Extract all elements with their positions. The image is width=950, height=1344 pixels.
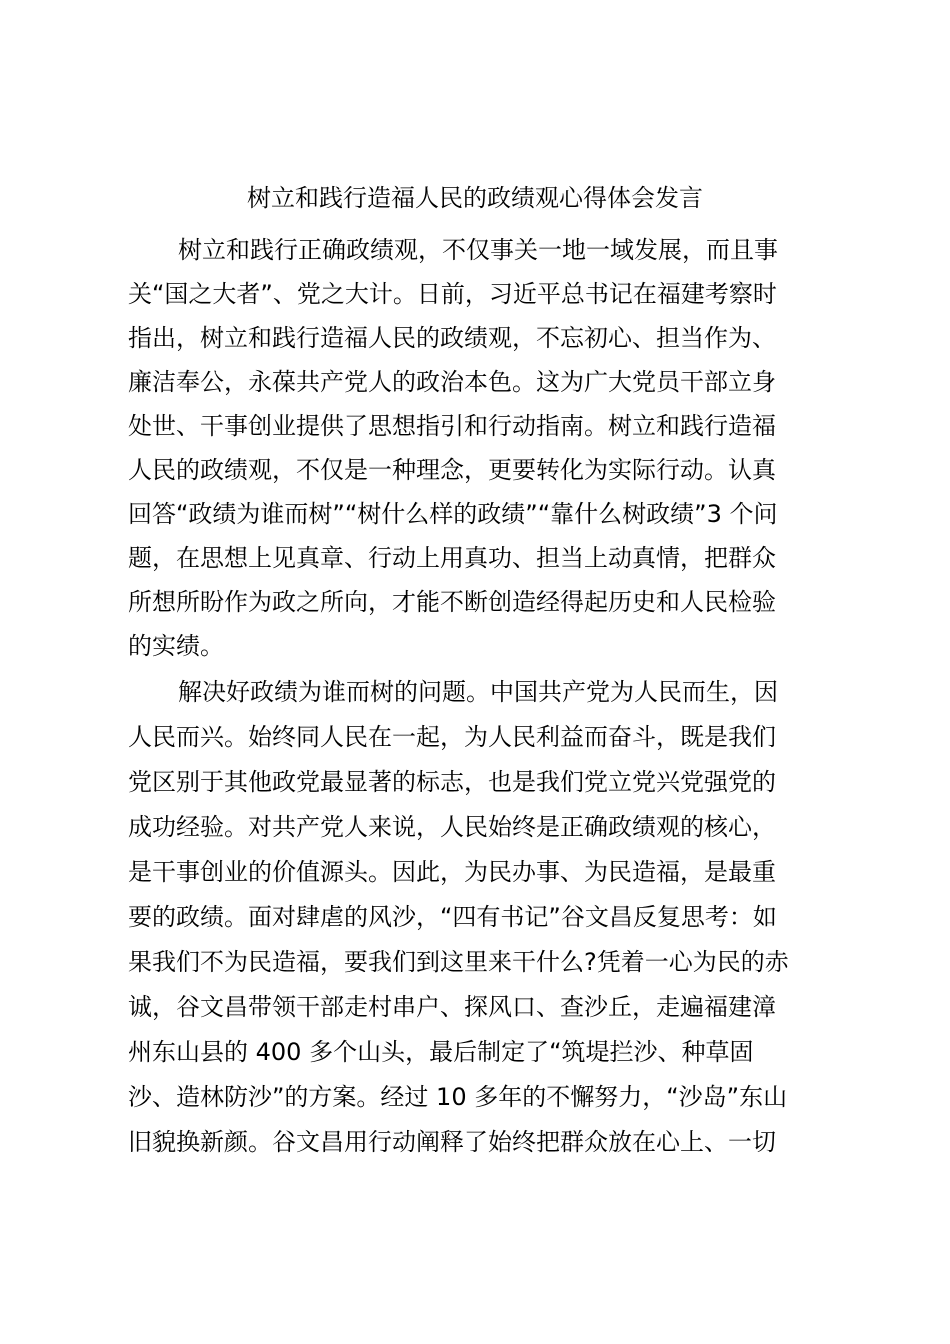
paragraph-line: 指出，树立和践行造福人民的政绩观，不忘初心、担当作为、 bbox=[128, 324, 776, 352]
paragraph-line: 回答“政绩为谁而树”“树什么样的政绩”“靠什么树政绩”3 个问 bbox=[128, 500, 778, 528]
paragraph-line: 廉洁奉公，永葆共产党人的政治本色。这为广大党员干部立身 bbox=[128, 368, 776, 396]
paragraph-line: 成功经验。对共产党人来说，人民始终是正确政绩观的核心， bbox=[128, 813, 776, 841]
paragraph-line: 是干事创业的价值源头。因此，为民办事、为民造福，是最重 bbox=[128, 858, 776, 886]
paragraph-line: 果我们不为民造福，要我们到这里来干什么?凭着一心为民的赤 bbox=[128, 948, 789, 976]
paragraph-line: 诚，谷文昌带领干部走村串户、探风口、查沙丘，走遍福建漳 bbox=[128, 993, 776, 1021]
paragraph-line: 的实绩。 bbox=[128, 632, 224, 660]
document-title: 树立和践行造福人民的政绩观心得体会发言 bbox=[247, 184, 703, 212]
paragraph-line: 要的政绩。面对肆虐的风沙，“四有书记”谷文昌反复思考：如 bbox=[128, 903, 777, 931]
paragraph-line: 党区别于其他政党最显著的标志，也是我们党立党兴党强党的 bbox=[128, 768, 776, 796]
paragraph-line: 树立和践行正确政绩观，不仅事关一地一域发展，而且事 bbox=[178, 236, 778, 264]
paragraph-line: 解决好政绩为谁而树的问题。中国共产党为人民而生，因 bbox=[178, 678, 778, 706]
paragraph-line: 处世、干事创业提供了思想指引和行动指南。树立和践行造福 bbox=[128, 412, 776, 440]
paragraph-line: 题，在思想上见真章、行动上用真功、担当上动真情，把群众 bbox=[128, 544, 776, 572]
paragraph-line: 州东山县的 400 多个山头，最后制定了“筑堤拦沙、种草固 bbox=[128, 1038, 754, 1066]
paragraph-line: 人民而兴。始终同人民在一起，为人民利益而奋斗，既是我们 bbox=[128, 723, 776, 751]
paragraph-line: 关“国之大者”、党之大计。日前，习近平总书记在福建考察时 bbox=[128, 280, 777, 308]
paragraph-line: 人民的政绩观，不仅是一种理念，更要转化为实际行动。认真 bbox=[128, 456, 776, 484]
paragraph-line: 旧貌换新颜。谷文昌用行动阐释了始终把群众放在心上、一切 bbox=[128, 1128, 776, 1156]
paragraph-line: 所想所盼作为政之所向，才能不断创造经得起历史和人民检验 bbox=[128, 588, 776, 616]
paragraph-line: 沙、造林防沙”的方案。经过 10 多年的不懈努力，“沙岛”东山 bbox=[128, 1083, 788, 1111]
